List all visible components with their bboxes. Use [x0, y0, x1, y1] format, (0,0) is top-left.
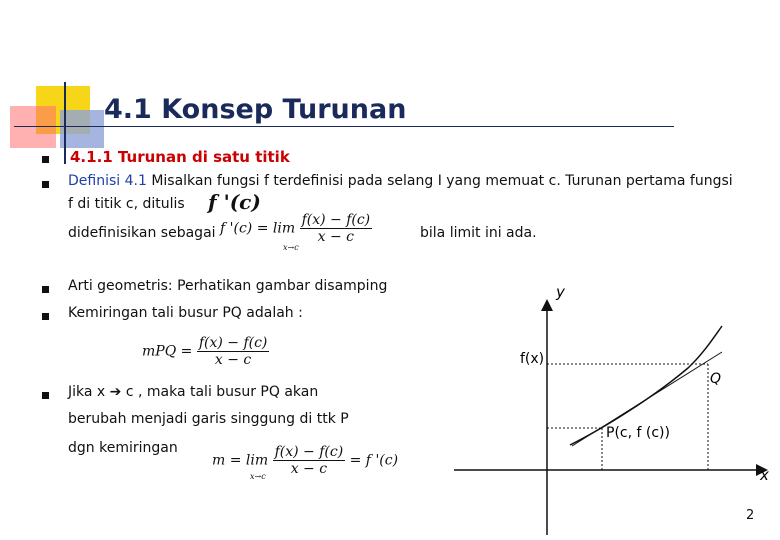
mpq-numerator: f(x) − f(c) [198, 335, 268, 351]
y-axis-label: y [556, 283, 565, 301]
derivative-notation: f '(c) [208, 190, 261, 214]
formula-lhs: f '(c) = lim [220, 220, 296, 237]
definition-tail: bila limit ini ada. [420, 225, 537, 241]
page-number: 2 [746, 508, 755, 523]
definition-text: Misalkan fungsi f terdefinisi pada selang I yang memuat c. Turunan pertama fungsi [146, 173, 733, 189]
bullet-marker [42, 181, 49, 188]
title-decoration-red [10, 106, 56, 148]
definition-line-3: didefinisikan sebagai [68, 225, 216, 241]
x-axis-label: x [760, 466, 769, 484]
point-p-label: P(c, f (c)) [606, 425, 670, 441]
tangent-slope-formula [212, 444, 398, 477]
m-fraction [273, 444, 346, 477]
formula-fraction [300, 212, 373, 245]
derivative-definition-formula [220, 212, 372, 245]
limit-subscript: x→c [250, 472, 266, 481]
bullet-marker [42, 313, 49, 320]
limit-text-line-1: Jika x ➔ c , maka tali busur PQ akan [68, 384, 319, 400]
definition-label: Definisi 4.1 [68, 173, 147, 189]
mpq-fraction [197, 335, 270, 368]
subheading: 4.1.1 Turunan di satu titik [70, 148, 290, 166]
mpq-denominator: x − c [214, 352, 252, 368]
m-denominator: x − c [290, 461, 328, 477]
bullet-marker [42, 286, 49, 293]
point-q-label: Q [710, 371, 722, 387]
mpq-lhs: mPQ = [142, 343, 193, 360]
definition-line-1 [68, 173, 733, 189]
geometric-meaning-text: Arti geometris: Perhatikan gambar disamping [68, 278, 388, 294]
limit-text-line-2: berubah menjadi garis singgung di ttk P [68, 411, 349, 427]
title-horizontal-rule [14, 126, 674, 127]
formula-numerator: f(x) − f(c) [301, 212, 371, 228]
m-numerator: f(x) − f(c) [274, 444, 344, 460]
formula-denominator: x − c [317, 229, 355, 245]
title-vertical-rule [64, 82, 66, 164]
limit-text-line-3: dgn kemiringan [68, 440, 178, 456]
m-lhs: m = lim [212, 452, 269, 469]
secant-slope-formula [142, 335, 269, 368]
secant-slope-text: Kemiringan tali busur PQ adalah : [68, 305, 303, 321]
m-rhs: = f '(c) [349, 452, 399, 469]
tangent-graph [440, 280, 780, 540]
limit-subscript: x→c [283, 243, 299, 252]
fx-label: f(x) [520, 351, 545, 367]
bullet-marker [42, 392, 49, 399]
title-decoration-blue [60, 110, 104, 148]
slide-title: 4.1 Konsep Turunan [104, 94, 407, 125]
definition-line-2: f di titik c, ditulis [68, 196, 185, 212]
bullet-marker [42, 156, 49, 163]
